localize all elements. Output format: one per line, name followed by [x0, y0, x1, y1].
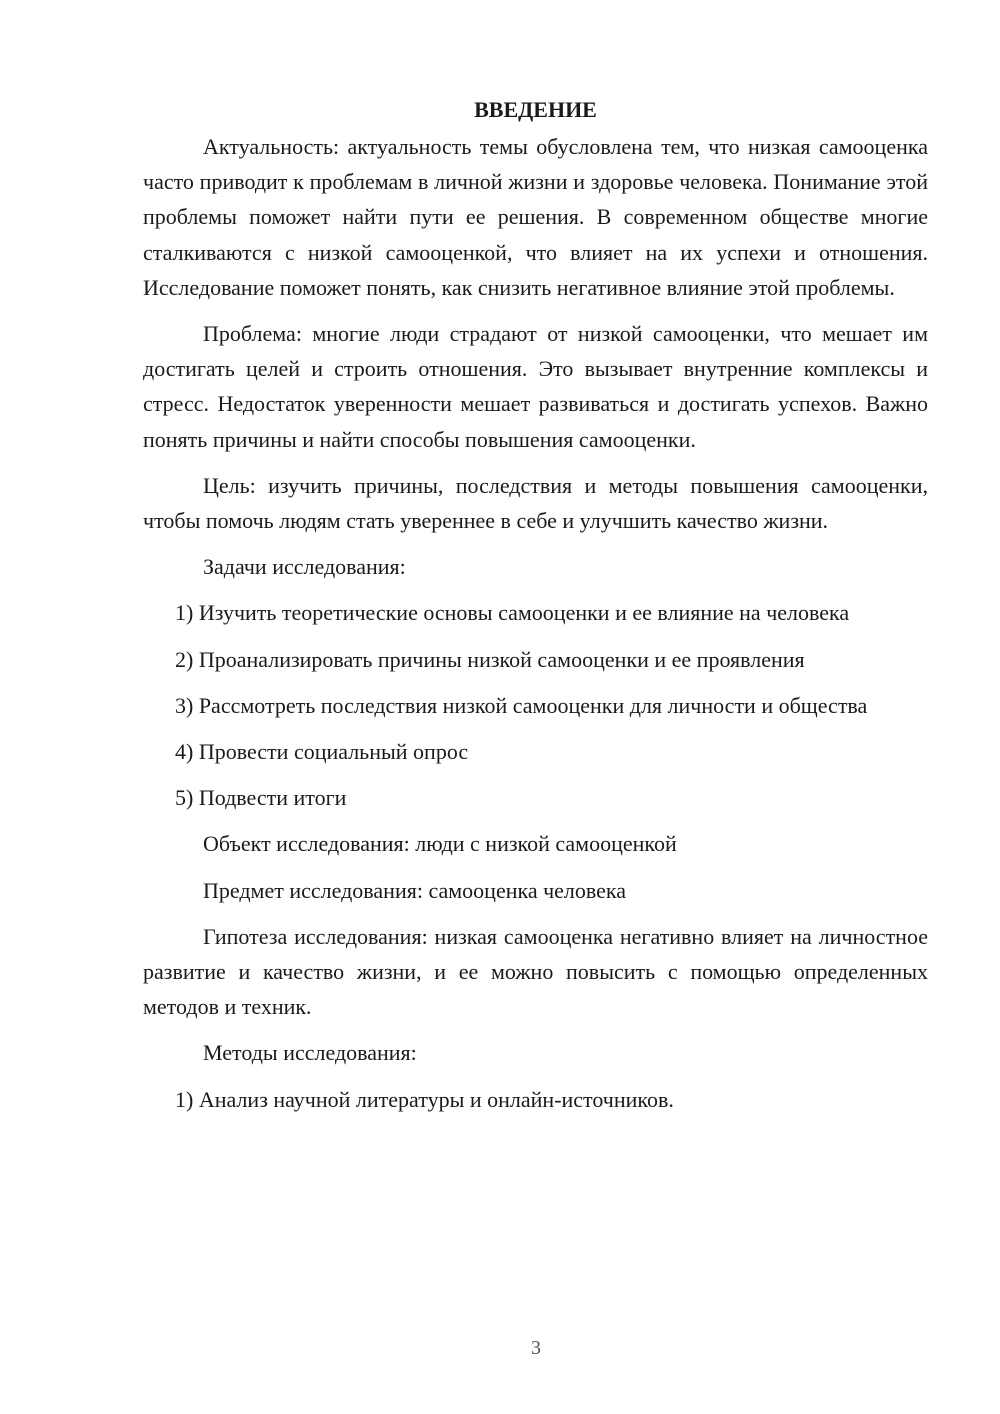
object-paragraph: Объект исследования: люди с низкой самооценкой — [203, 831, 677, 857]
problem-paragraph: Проблема: многие люди страдают от низкой самооценки, что мешает им достигать целей и строить отношения. Это вызывает внутренние комплексы и стресс. Недостаток уверенности мешает развиваться и достигать успехов. Важно понять причины и найти способы повышения самооценки. — [143, 321, 928, 452]
hypothesis-paragraph: Гипотеза исследования: низкая самооценка негативно влияет на личностное развитие и качество жизни, и ее можно повысить с помощью определенных методов и техник. — [143, 923, 928, 1020]
relevance-paragraph: Актуальность: актуальность темы обусловлена тем, что низкая самооценка часто приводит к проблемам в личной жизни и здоровье человека. Понимание этой проблемы поможет найти пути ее решения. В современном обществе многие сталкиваются с низкой самооценкой, что влияет на их успехи и отношения. Исследование поможет понять, как снизить негативное влияние этой проблемы. — [143, 134, 928, 300]
page-title: ВВЕДЕНИЕ — [474, 97, 597, 122]
tasks-heading: Задачи исследования: — [203, 554, 406, 580]
goal-paragraph: Цель: изучить причины, последствия и методы повышения самооценки, чтобы помочь людям стать увереннее в себе и улучшить качество жизни. — [143, 472, 928, 534]
subject-paragraph: Предмет исследования: самооценка человека — [203, 877, 627, 903]
page-number: 3 — [531, 1337, 541, 1359]
task-item-2: 2) Проанализировать причины низкой самооценки и ее проявления — [175, 646, 805, 672]
document-page — [143, 93, 928, 1117]
method-item-1: 1) Анализ научной литературы и онлайн-источников. — [175, 1086, 674, 1112]
task-item-1: 1) Изучить теоретические основы самооценки и ее влияние на человека — [175, 600, 850, 626]
methods-heading: Методы исследования: — [203, 1040, 417, 1066]
task-item-5: 5) Подвести итоги — [175, 785, 347, 811]
task-item-4: 4) Провести социальный опрос — [175, 739, 469, 765]
task-item-3: 3) Рассмотреть последствия низкой самооценки для личности и общества — [175, 692, 868, 718]
